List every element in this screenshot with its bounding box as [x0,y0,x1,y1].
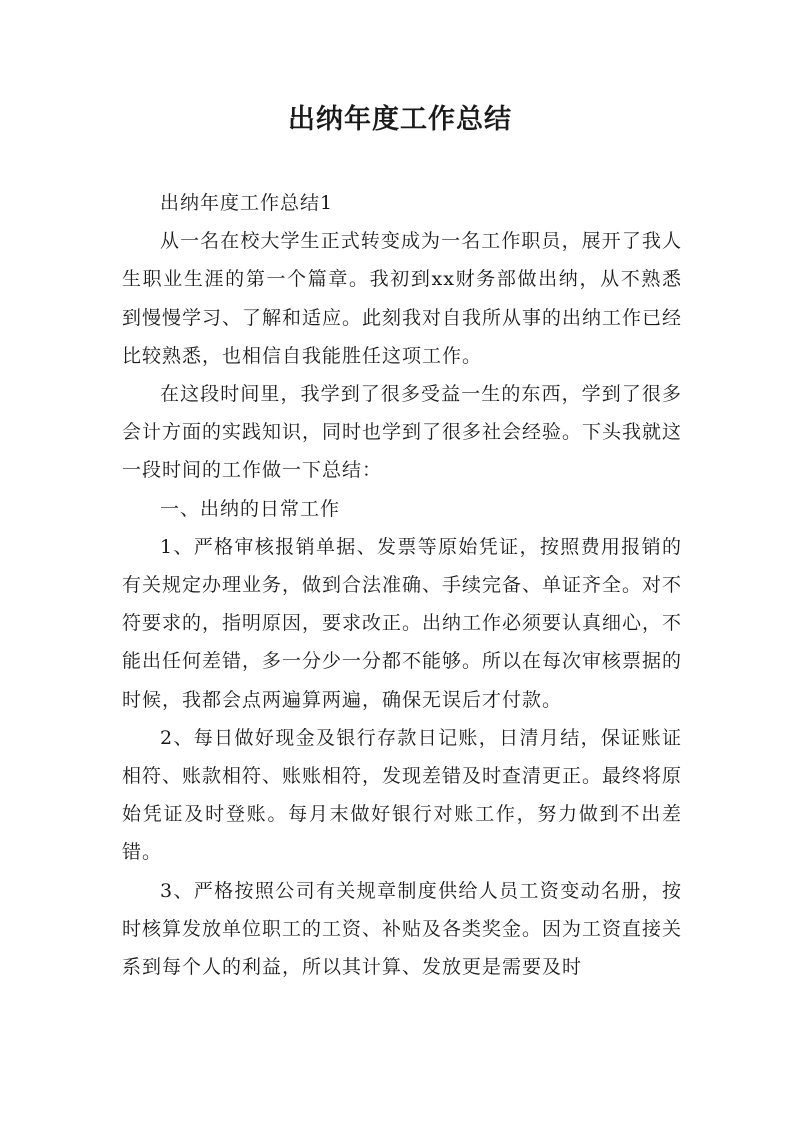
paragraph-learning: 在这段时间里，我学到了很多受益一生的东西，学到了很多会计方面的实践知识，同时也学到了很多社会经验。下头我就这一段时间的工作做一下总结： [122,383,683,482]
document-body [122,184,682,986]
paragraph-intro: 从一名在校大学生正式转变成为一名工作职员，展开了我人生职业生涯的第一个篇章。我初到xx财务部做出纳，从不熟悉到慢慢学习、了解和适应。此刻我对自我所从事的出纳工作已经比较熟悉，也相信自我能胜任这项工作。 [122,230,683,367]
section-heading: 出纳年度工作总结1 [160,192,334,214]
paragraph-item-1: 1、严格审核报销单据、发票等原始凭证，按照费用报销的有关规定办理业务，做到合法准确、手续完备、单证齐全。对不符要求的，指明原因，要求改正。出纳工作必须要认真细心，不能出任何差错，多一分少一分都不能够。所以在每次审核票据的时候，我都会点两遍算两遍，确保无误后才付款。 [122,535,683,711]
document-title: 出纳年度工作总结 [288,104,512,135]
section-daily-work-heading: 一、出纳的日常工作 [160,497,341,520]
paragraph-item-3: 3、严格按照公司有关规章制度供给人员工资变动名册，按时核算发放单位职工的工资、补贴及各类奖金。因为工资直接关系到每个人的利益，所以其计算、发放更是需要及时 [122,879,683,979]
paragraph-item-2: 2、每日做好现金及银行存款日记账，日清月结，保证账证相符、账款相符、账账相符，发现差错及时查清更正。最终将原始凭证及时登账。每月末做好银行对账工作，努力做到不出差错。 [122,726,683,864]
